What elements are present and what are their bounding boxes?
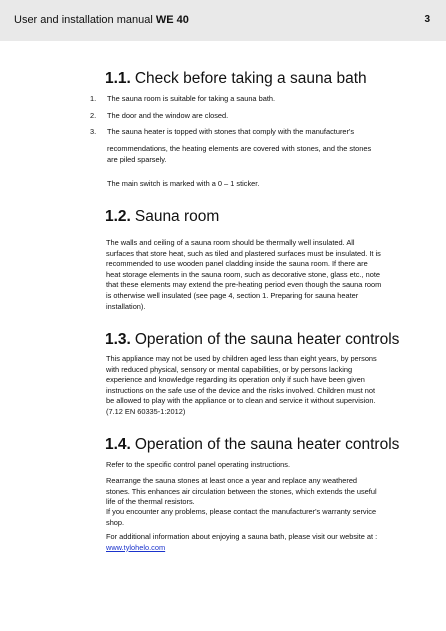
- controls-paragraph-1: [106, 460, 416, 471]
- section-title: Sauna room: [134, 208, 220, 225]
- text-line: that these elements may extend the pre-heating period even though the sauna room: [106, 280, 382, 290]
- list-text: The sauna heater is topped with stones that comply with the manufacturer's: [107, 127, 355, 136]
- page-number: 3: [424, 14, 430, 25]
- section-title: Check before taking a sauna bath: [134, 70, 367, 87]
- text-line: experience and knowledge regarding its operation only if such have been given: [106, 375, 365, 385]
- controls-paragraph-3: [106, 507, 416, 528]
- section-number: 1.4.: [105, 436, 131, 453]
- text-line: installation).: [106, 301, 146, 311]
- list-text: The door and the window are closed.: [107, 111, 229, 120]
- text-line: is otherwise well insulated (see page 4, section 1. Preparing for sauna heater: [106, 290, 359, 300]
- text-line: recommended to use wooden panel cladding inside the sauna room. If there are: [106, 259, 368, 269]
- text-line: instructions on the safe use of the device and the risks involved. Children must not: [106, 385, 376, 395]
- list-number: 3.: [90, 127, 97, 136]
- section-1-3-heading: [105, 331, 415, 349]
- page-header: [0, 0, 446, 41]
- manual-title: [14, 14, 189, 26]
- section-title: Operation of the sauna heater controls: [134, 331, 400, 348]
- text-line: Rearrange the sauna stones at least once a year and replace any weathered: [106, 476, 358, 485]
- section-1-1-heading: [105, 70, 415, 88]
- text-line: The walls and ceiling of a sauna room should be thermally well insulated. All: [106, 238, 355, 247]
- section-number: 1.3.: [105, 331, 131, 348]
- list-text: The sauna room is suitable for taking a sauna bath.: [107, 94, 276, 103]
- section-1-2-heading: [105, 208, 415, 226]
- controls-paragraph-4: [106, 532, 416, 553]
- text-line: heat storage elements in the sauna room, such as decorative stone, glass etc., note: [106, 269, 381, 279]
- text-line: stones. This enhances air circulation between the stones, which extends the useful: [106, 486, 377, 496]
- list-number: 2.: [90, 111, 97, 120]
- list-number: 1.: [90, 94, 97, 103]
- controls-paragraph-2: [106, 476, 416, 508]
- text-line: life of the thermal resistors.: [106, 497, 195, 507]
- text-line: surfaces that store heat, such as tiled and plastered surfaces must be insulated. It is: [106, 248, 381, 258]
- text-line: recommendations, the heating elements are covered with stones, and the stones: [107, 144, 372, 153]
- text-line: (7.12 EN 60335-1:2012): [106, 406, 186, 416]
- text-line: This appliance may not be used by children aged less than eight years, by persons: [106, 354, 377, 363]
- website-link[interactable]: www.tylohelo.com: [106, 542, 166, 552]
- sauna-room-paragraph: [106, 238, 416, 312]
- safety-paragraph: [106, 354, 416, 418]
- list-item-continuation: [107, 144, 417, 165]
- text-line: with reduced physical, sensory or mental capabilities, or by persons lacking: [106, 364, 353, 374]
- text-line: are piled sparsely.: [107, 154, 167, 164]
- switch-note: The main switch is marked with a 0 – 1 sticker.: [107, 179, 260, 188]
- text-line: Refer to the specific control panel operating instructions.: [106, 460, 291, 469]
- section-1-4-heading: [105, 436, 415, 454]
- section-title: Operation of the sauna heater controls: [134, 436, 400, 453]
- text-line: shop.: [106, 517, 125, 527]
- text-line: For additional information about enjoying a sauna bath, please visit our website at :: [106, 532, 378, 541]
- section-number: 1.1.: [105, 70, 131, 87]
- manual-name: User and installation manual: [14, 14, 153, 26]
- text-line: If you encounter any problems, please contact the manufacturer's warranty service: [106, 507, 377, 516]
- text-line: be allowed to play with the appliance or to clean and service it without supervision.: [106, 396, 376, 406]
- model-name: WE 40: [155, 14, 189, 26]
- section-number: 1.2.: [105, 208, 131, 225]
